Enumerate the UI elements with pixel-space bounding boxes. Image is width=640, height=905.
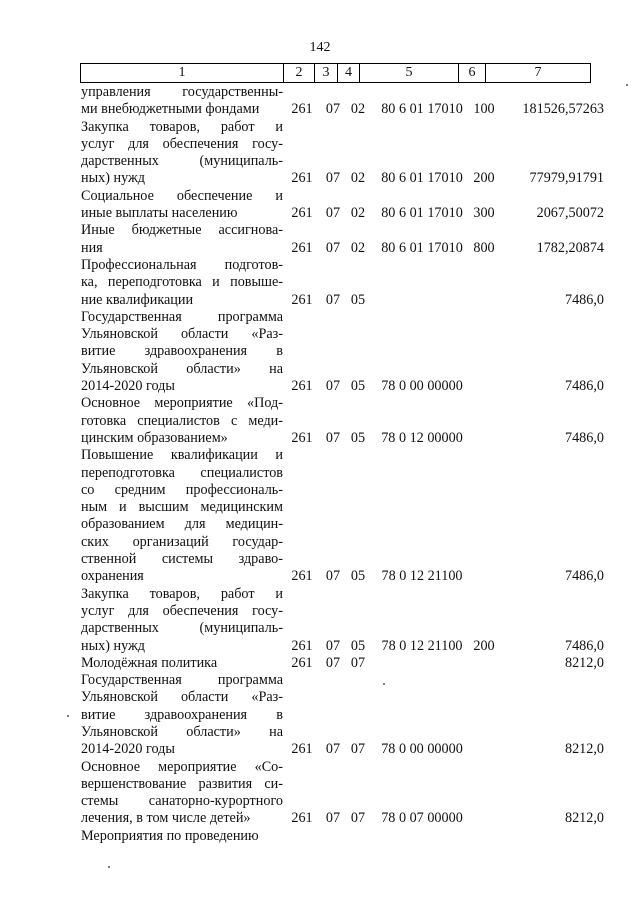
cell-col-7: 77979,91791 xyxy=(529,170,604,187)
cell-col-3: 07 xyxy=(325,810,341,827)
description-line: Повышение квалификации и xyxy=(81,447,283,464)
cell-col-4: 02 xyxy=(350,239,366,256)
description-line: услуг для обеспечения госу- xyxy=(81,602,283,619)
cell-col-4: 05 xyxy=(350,378,366,395)
description-line: витие здравоохранения в xyxy=(81,343,283,360)
cell-col-2: 261 xyxy=(291,810,313,827)
description-line: Профессиональная подготов- xyxy=(81,256,283,273)
cell-col-3: 07 xyxy=(325,741,341,758)
cell-col-7: 7486,0 xyxy=(564,637,604,654)
description-line: вершенствование развития си- xyxy=(81,775,283,792)
cell-col-7: 8212,0 xyxy=(564,741,604,758)
description-line: Иные бюджетные ассигнова- xyxy=(81,222,283,239)
cell-col-7: 7486,0 xyxy=(564,429,604,446)
table-row xyxy=(0,309,640,395)
cell-col-2: 261 xyxy=(291,637,313,654)
cell-col-2: 261 xyxy=(291,101,313,118)
table-row xyxy=(0,84,640,119)
row-description xyxy=(81,447,283,585)
table-row xyxy=(0,395,640,447)
cell-col-2: 261 xyxy=(291,239,313,256)
cell-col-3: 07 xyxy=(325,637,341,654)
description-line: 2014-2020 годы xyxy=(81,378,175,395)
description-line: ка, переподготовка и повыше- xyxy=(81,274,283,291)
cell-col-3: 07 xyxy=(325,205,341,222)
description-line: ских организаций государ- xyxy=(81,533,283,550)
table-row xyxy=(0,188,640,223)
description-line: ние квалификации xyxy=(81,291,194,308)
table-row xyxy=(0,257,640,309)
scan-speck xyxy=(67,715,69,717)
cell-col-3: 07 xyxy=(325,170,341,187)
description-line: Молодёжная политика xyxy=(81,654,218,671)
description-line: Ульяновской области «Раз- xyxy=(81,689,283,706)
table-row xyxy=(0,672,640,758)
budget-table-body xyxy=(0,84,640,845)
description-line: Мероприятия по проведению xyxy=(81,827,259,844)
cell-col-5: 78 0 12 21100 xyxy=(381,637,463,654)
description-line: ственной системы здраво- xyxy=(81,551,283,568)
cell-col-2: 261 xyxy=(291,170,313,187)
cell-col-3: 07 xyxy=(325,429,341,446)
column-header-row xyxy=(81,64,591,83)
row-description xyxy=(81,586,283,655)
row-description xyxy=(81,188,283,223)
table-row xyxy=(0,222,640,257)
description-line: услуг для обеспечения госу- xyxy=(81,135,283,152)
cell-col-4: 02 xyxy=(350,101,366,118)
cell-col-7: 7486,0 xyxy=(564,378,604,395)
cell-col-7: 7486,0 xyxy=(564,291,604,308)
description-line: переподготовка специалистов xyxy=(81,464,283,481)
cell-col-7: 181526,57263 xyxy=(522,101,604,118)
cell-col-7: 8212,0 xyxy=(564,810,604,827)
description-line: лечения, в том числе детей» xyxy=(81,810,251,827)
cell-col-5: 78 0 00 00000 xyxy=(381,378,463,395)
cell-col-5: 80 6 01 17010 xyxy=(381,205,463,222)
column-header-7: 7 xyxy=(486,64,591,83)
table-row xyxy=(0,447,640,585)
column-header-1: 1 xyxy=(81,64,284,83)
description-line: Ульяновской области «Раз- xyxy=(81,326,283,343)
cell-col-5: 78 0 07 00000 xyxy=(381,810,463,827)
description-line: Ульяновской области» на xyxy=(81,723,283,740)
cell-col-5: 78 0 00 00000 xyxy=(381,741,463,758)
table-row xyxy=(0,759,640,828)
column-header-4: 4 xyxy=(338,64,360,83)
table-row xyxy=(0,586,640,655)
cell-col-4: 05 xyxy=(350,429,366,446)
cell-col-5: 78 0 12 21100 xyxy=(381,568,463,585)
cell-col-2: 261 xyxy=(291,205,313,222)
cell-col-7: 8212,0 xyxy=(564,654,604,671)
row-description xyxy=(81,759,283,828)
cell-col-2: 261 xyxy=(291,654,313,671)
description-line: Ульяновской области» на xyxy=(81,360,283,377)
cell-col-5: 80 6 01 17010 xyxy=(381,239,463,256)
description-line: дарственных (муниципаль- xyxy=(81,620,283,637)
scan-speck xyxy=(626,84,628,86)
cell-col-5: 80 6 01 17010 xyxy=(381,101,463,118)
row-description xyxy=(81,828,283,845)
cell-col-2: 261 xyxy=(291,291,313,308)
cell-col-5: 80 6 01 17010 xyxy=(381,170,463,187)
cell-col-7: 7486,0 xyxy=(564,568,604,585)
description-line: Социальное обеспечение и xyxy=(81,187,283,204)
cell-col-4: 05 xyxy=(350,637,366,654)
cell-col-4: 02 xyxy=(350,205,366,222)
row-description xyxy=(81,257,283,309)
description-line: дарственных (муниципаль- xyxy=(81,153,283,170)
description-line: Основное мероприятие «Под- xyxy=(81,395,283,412)
cell-col-7: 1782,20874 xyxy=(536,239,604,256)
description-line: образованием для медицин- xyxy=(81,516,283,533)
cell-col-4: 05 xyxy=(350,291,366,308)
description-line: со средним профессиональ- xyxy=(81,481,283,498)
cell-col-3: 07 xyxy=(325,568,341,585)
cell-col-4: 07 xyxy=(350,741,366,758)
column-header-3: 3 xyxy=(315,64,338,83)
scan-speck xyxy=(108,866,110,868)
cell-col-5: 78 0 12 00000 xyxy=(381,429,463,446)
table-row xyxy=(0,119,640,188)
cell-col-2: 261 xyxy=(291,741,313,758)
description-line: Закупка товаров, работ и xyxy=(81,585,283,602)
description-line: управления государственны- xyxy=(81,84,283,100)
cell-col-7: 2067,50072 xyxy=(536,205,604,222)
cell-col-6: 200 xyxy=(473,170,495,187)
row-description xyxy=(81,222,283,257)
description-line: стемы санаторно-курортного xyxy=(81,793,283,810)
description-line: иные выплаты населению xyxy=(81,205,238,222)
description-line: ных) нужд xyxy=(81,637,146,654)
row-description xyxy=(81,395,283,447)
cell-col-4: 05 xyxy=(350,568,366,585)
cell-col-6: 800 xyxy=(473,239,495,256)
row-description xyxy=(81,119,283,188)
column-header-table xyxy=(80,63,591,83)
row-description xyxy=(81,672,283,758)
cell-col-6: 200 xyxy=(473,637,495,654)
cell-col-2: 261 xyxy=(291,378,313,395)
cell-col-6: 300 xyxy=(473,205,495,222)
cell-col-4: 07 xyxy=(350,654,366,671)
row-description xyxy=(81,309,283,395)
page-number: 142 xyxy=(309,40,331,55)
description-line: Государственная программа xyxy=(81,308,283,325)
cell-col-3: 07 xyxy=(325,291,341,308)
cell-col-2: 261 xyxy=(291,568,313,585)
cell-col-6: 100 xyxy=(473,101,495,118)
description-line: ния xyxy=(81,239,103,256)
row-description xyxy=(81,84,283,119)
row-description xyxy=(81,655,283,672)
table-row xyxy=(0,655,640,672)
cell-col-3: 07 xyxy=(325,654,341,671)
description-line: ным и высшим медицинским xyxy=(81,499,283,516)
column-header-5: 5 xyxy=(360,64,459,83)
description-line: ных) нужд xyxy=(81,170,146,187)
cell-col-3: 07 xyxy=(325,239,341,256)
cell-col-2: 261 xyxy=(291,429,313,446)
table-row xyxy=(0,828,640,845)
description-line: витие здравоохранения в xyxy=(81,706,283,723)
description-line: Основное мероприятие «Со- xyxy=(81,758,283,775)
description-line: цинским образованием» xyxy=(81,429,228,446)
description-line: 2014-2020 годы xyxy=(81,741,175,758)
column-header-6: 6 xyxy=(459,64,486,83)
cell-col-4: 02 xyxy=(350,170,366,187)
column-header-2: 2 xyxy=(284,64,315,83)
description-line: Государственная программа xyxy=(81,672,283,689)
description-line: охранения xyxy=(81,568,144,585)
cell-col-3: 07 xyxy=(325,101,341,118)
cell-col-3: 07 xyxy=(325,378,341,395)
cell-col-4: 07 xyxy=(350,810,366,827)
description-line: готовка специалистов с меди- xyxy=(81,412,283,429)
description-line: ми внебюджетными фондами xyxy=(81,101,260,118)
description-line: Закупка товаров, работ и xyxy=(81,118,283,135)
scan-speck xyxy=(383,683,385,685)
